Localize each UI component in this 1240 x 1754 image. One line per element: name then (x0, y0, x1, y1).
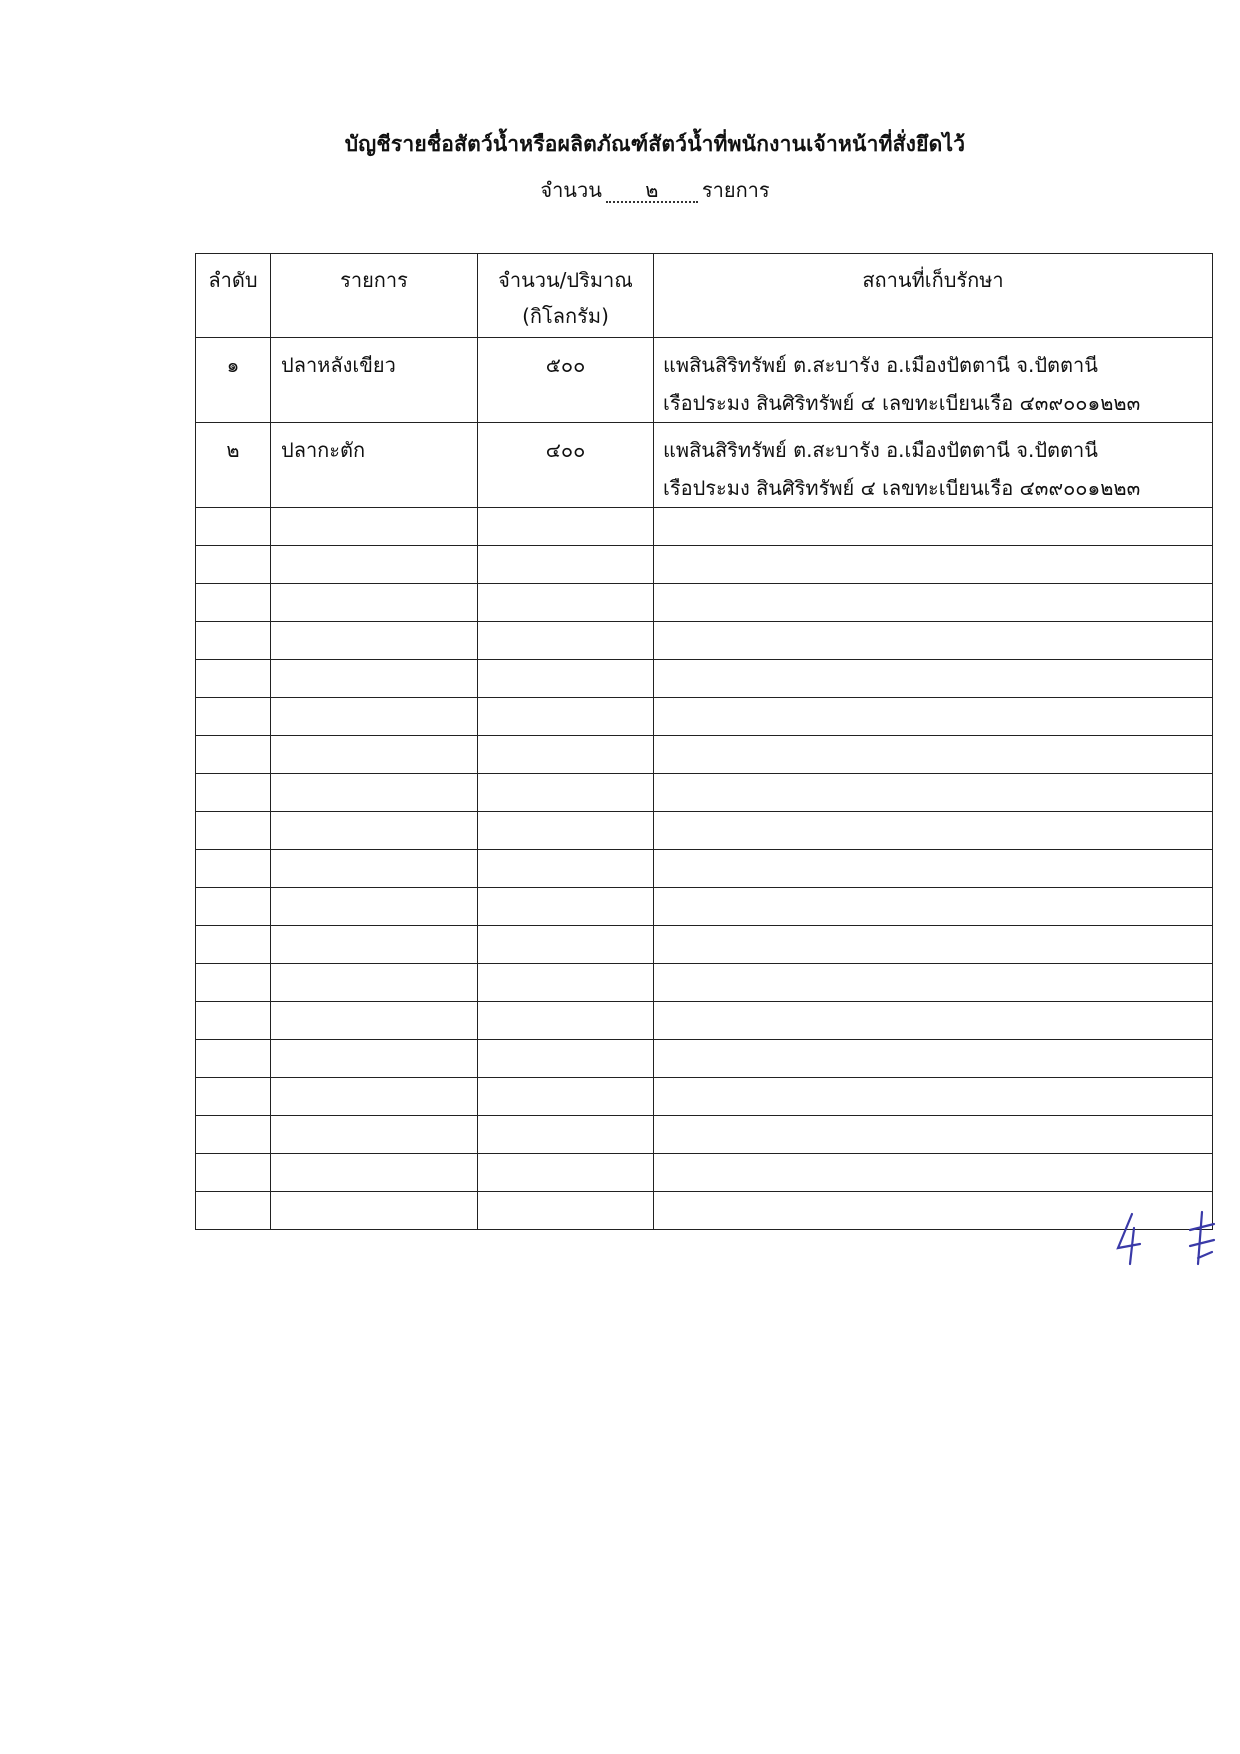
header-qty-line1: จำนวน/ปริมาณ (498, 268, 633, 292)
blank-cell-place (654, 1040, 1213, 1078)
blank-cell-item (271, 812, 478, 850)
header-qty (478, 254, 654, 338)
blank-cell-qty (478, 926, 654, 964)
row-place-line1: แพสินสิริทรัพย์ ต.สะบารัง อ.เมืองปัตตานี จ.ปัตตานี (663, 353, 1098, 377)
blank-cell-item (271, 1078, 478, 1116)
row-place-line1: แพสินสิริทรัพย์ ต.สะบารัง อ.เมืองปัตตานี จ.ปัตตานี (663, 438, 1098, 462)
blank-cell-no (196, 888, 271, 926)
blank-cell-no (196, 546, 271, 584)
blank-cell-item (271, 698, 478, 736)
document-title: บัญชีรายชื่อสัตว์น้ำหรือผลิตภัณฑ์สัตว์น้ำที่พนักงานเจ้าหน้าที่สั่งยึดไว้ (344, 132, 966, 156)
blank-cell-item (271, 546, 478, 584)
blank-cell-qty (478, 812, 654, 850)
blank-cell-no (196, 850, 271, 888)
blank-cell-no (196, 1078, 271, 1116)
blank-row (196, 812, 1213, 850)
blank-cell-qty (478, 660, 654, 698)
blank-cell-place (654, 964, 1213, 1002)
blank-row (196, 964, 1213, 1002)
blank-cell-no (196, 812, 271, 850)
blank-cell-place (654, 850, 1213, 888)
blank-cell-qty (478, 774, 654, 812)
count-label: จำนวน (540, 178, 602, 202)
blank-cell-no (196, 622, 271, 660)
blank-cell-place (654, 888, 1213, 926)
blank-row (196, 1002, 1213, 1040)
count-value: ๒ (606, 179, 698, 203)
blank-cell-qty (478, 1154, 654, 1192)
blank-cell-place (654, 546, 1213, 584)
blank-cell-item (271, 888, 478, 926)
blank-cell-no (196, 1116, 271, 1154)
blank-cell-qty (478, 1192, 654, 1230)
blank-cell-item (271, 1154, 478, 1192)
row-item: ปลากะตัก (271, 423, 478, 508)
blank-cell-item (271, 774, 478, 812)
blank-cell-no (196, 1040, 271, 1078)
blank-cell-no (196, 964, 271, 1002)
blank-row (196, 508, 1213, 546)
blank-cell-item (271, 584, 478, 622)
blank-cell-item (271, 622, 478, 660)
table-header-row (196, 254, 1213, 338)
table-row (196, 423, 1213, 508)
blank-cell-no (196, 698, 271, 736)
blank-cell-place (654, 736, 1213, 774)
blank-cell-place (654, 1002, 1213, 1040)
signature-mark-1 (1110, 1208, 1150, 1268)
blank-row (196, 622, 1213, 660)
blank-cell-place (654, 508, 1213, 546)
blank-cell-item (271, 1002, 478, 1040)
blank-cell-no (196, 508, 271, 546)
blank-cell-item (271, 1116, 478, 1154)
blank-row (196, 736, 1213, 774)
blank-cell-item (271, 926, 478, 964)
row-place (654, 423, 1213, 508)
header-item: รายการ (271, 254, 478, 338)
blank-cell-qty (478, 622, 654, 660)
blank-cell-no (196, 1002, 271, 1040)
row-no: ๑ (196, 338, 271, 423)
blank-cell-item (271, 508, 478, 546)
row-place-line2: เรือประมง สินศิริทรัพย์ ๔ เลขทะเบียนเรือ ๔๓๙๐๐๑๒๒๓ (663, 391, 1141, 415)
blank-cell-qty (478, 1078, 654, 1116)
blank-row (196, 698, 1213, 736)
blank-cell-no (196, 1192, 271, 1230)
blank-cell-place (654, 812, 1213, 850)
header-no: ลำดับ (196, 254, 271, 338)
blank-cell-qty (478, 1040, 654, 1078)
blank-row (196, 584, 1213, 622)
blank-row (196, 1154, 1213, 1192)
blank-cell-no (196, 1154, 271, 1192)
blank-cell-qty (478, 888, 654, 926)
blank-cell-qty (478, 584, 654, 622)
row-place-line2: เรือประมง สินศิริทรัพย์ ๔ เลขทะเบียนเรือ ๔๓๙๐๐๑๒๒๓ (663, 476, 1141, 500)
item-count-line (0, 174, 1240, 206)
blank-cell-place (654, 926, 1213, 964)
row-qty: ๔๐๐ (478, 423, 654, 508)
blank-cell-no (196, 736, 271, 774)
blank-row (196, 1040, 1213, 1078)
blank-cell-place (654, 1116, 1213, 1154)
blank-row (196, 1078, 1213, 1116)
blank-cell-item (271, 1040, 478, 1078)
blank-row (196, 660, 1213, 698)
blank-cell-place (654, 660, 1213, 698)
row-qty: ๕๐๐ (478, 338, 654, 423)
blank-cell-place (654, 1154, 1213, 1192)
blank-row (196, 926, 1213, 964)
blank-row (196, 774, 1213, 812)
blank-cell-item (271, 850, 478, 888)
row-place (654, 338, 1213, 423)
row-no: ๒ (196, 423, 271, 508)
blank-row (196, 546, 1213, 584)
blank-cell-qty (478, 508, 654, 546)
count-unit: รายการ (701, 178, 770, 202)
header-qty-line2: (กิโลกรัม) (522, 304, 609, 328)
header-place: สถานที่เก็บรักษา (654, 254, 1213, 338)
blank-row (196, 850, 1213, 888)
blank-cell-place (654, 774, 1213, 812)
table-row (196, 338, 1213, 423)
row-item: ปลาหลังเขียว (271, 338, 478, 423)
blank-row (196, 1192, 1213, 1230)
blank-row (196, 888, 1213, 926)
blank-cell-qty (478, 546, 654, 584)
blank-cell-place (654, 584, 1213, 622)
blank-cell-no (196, 926, 271, 964)
blank-cell-place (654, 622, 1213, 660)
blank-cell-qty (478, 850, 654, 888)
blank-cell-item (271, 964, 478, 1002)
blank-row (196, 1116, 1213, 1154)
signature-mark-2 (1184, 1208, 1224, 1268)
blank-cell-place (654, 1078, 1213, 1116)
seized-items-table (195, 253, 1213, 1230)
blank-cell-no (196, 584, 271, 622)
blank-cell-place (654, 698, 1213, 736)
blank-cell-qty (478, 736, 654, 774)
blank-cell-qty (478, 1116, 654, 1154)
blank-cell-qty (478, 698, 654, 736)
blank-cell-qty (478, 964, 654, 1002)
blank-cell-no (196, 774, 271, 812)
blank-cell-item (271, 736, 478, 774)
blank-cell-qty (478, 1002, 654, 1040)
blank-cell-no (196, 660, 271, 698)
blank-cell-item (271, 660, 478, 698)
blank-cell-item (271, 1192, 478, 1230)
